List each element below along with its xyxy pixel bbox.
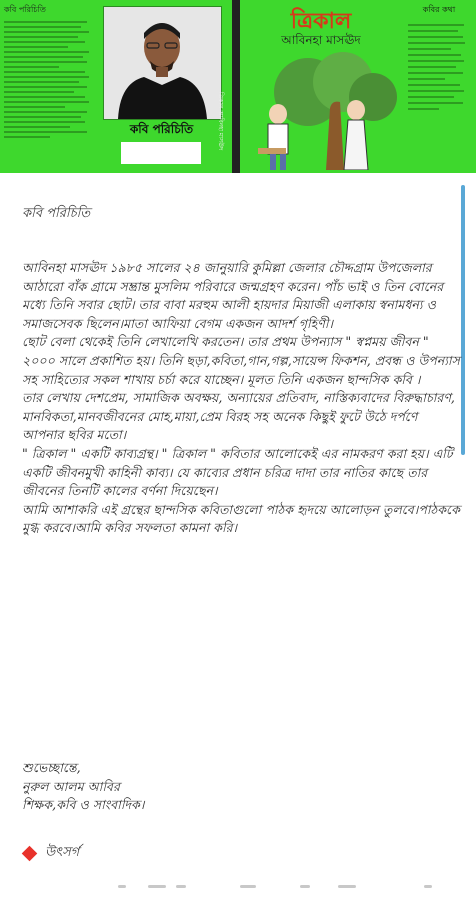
dedication-label: উৎসর্গ (45, 845, 80, 860)
inner-flap-title: কবির কথা (422, 5, 456, 14)
cover-illustration (248, 52, 398, 170)
dedication-link[interactable] (22, 843, 79, 864)
spine-text: ত্রিকাল আবিনহা মাসঊদ (217, 92, 224, 151)
paragraph: তার লেখায় দেশপ্রেম, সামাজিক অবক্ষয়, অন্যায়ের প্রতিবাদ, নাস্তিক্যবাদের বিরুদ্ধাচারণ, মানবিকতা,মানবজীবনের মোহ,মায়া,প্রেম বিরহ সহ অনেক কিছুই ফুটে উঠে দর্পণে আপনার ছবির মতো। (22, 390, 455, 443)
back-cover-title: কবি পরিচিতি (4, 5, 46, 14)
paragraph: " ত্রিকাল " একটি কাব্যগ্রন্থ। " ত্রিকাল " কবিতার আলোকেই এর নামকরণ করা হয়। এটি একটি জীবনমুখী কাহিনী কাব্য। যে কাব্যের প্রধান চরিত্র দাদা তার নাতির কাছে তার জীবনের তিনটি কালের বর্ণনা দিয়েছেন। (22, 445, 453, 499)
paragraph: আবিনহা মাসঊদ ১৯৮৫ সালের ২৪ জানুয়ারি কুমিল্লা জেলার চৌদ্দগ্রাম উপজেলার আঠারো বাঁক গ্রামে সম্ভ্রান্ত মুসলিম পরিবারে জন্মগ্রহণ করেন। পাঁচ ভাই ও তিন বোনের মধ্যে তিনি সবার ছোট। তার বাবা মরহুম আলী হায়দার মিয়াজী এলাকায় স্বনামধন্য ও সমাজসেবক ছিলেন।মাতা আফিয়া বেগম একজন আদর্শ গৃহিণী। (22, 260, 444, 331)
signoff-title: শিক্ষক,কবি ও সাংবাদিক। (22, 797, 145, 813)
signoff-name: নুরুল আলম আবির (22, 778, 120, 794)
back-cover (0, 0, 232, 173)
inner-flap (402, 0, 476, 173)
inner-flap-text-lines (408, 20, 470, 114)
article-body (22, 259, 460, 538)
author-intro-label: কবি পরিচিতি (129, 122, 194, 136)
book-author: আবিনহা মাসঊদ (281, 33, 361, 47)
signoff (22, 759, 452, 815)
scroll-indicator (0, 885, 476, 889)
book-title: ত্রিকাল (290, 9, 352, 34)
barcode-area (121, 142, 201, 164)
book-cover-image (0, 0, 476, 173)
article-content (0, 173, 476, 900)
book-spine (232, 0, 240, 173)
front-cover (240, 0, 402, 173)
author-portrait (103, 6, 222, 120)
section-title: কবি পরিচিতি (22, 206, 91, 221)
paragraph: আমি আশাকরি এই গ্রন্থের ছান্দসিক কবিতাগুলো পাঠক হৃদয়ে আলোড়ন তুলবে।পাঠককে মুগ্ধ করবে।আমি কবির সফলতা কামনা করি। (22, 501, 460, 536)
back-cover-text (4, 4, 96, 169)
signoff-greeting: শুভেচ্ছান্তে, (22, 760, 81, 775)
scrollbar[interactable] (461, 185, 465, 455)
back-cover-text-lines (4, 21, 96, 138)
paragraph: ছোট বেলা থেকেই তিনি লেখালেখি করতেন। তার প্রথম উপন্যাস " স্বপ্নময় জীবন " ২০০০ সালে প্রকাশিত হয়। তিনি ছড়া,কবিতা,গান,গল্প,সায়েন্স ফিকশন, প্রবন্ধ ও উপন্যাস সহ সাহিত্যের সকল শাখায় চর্চা করে যাচ্ছেন। মূলত তিনি একজন ছান্দসিক কবি । (22, 334, 460, 387)
red-diamond-icon (22, 846, 38, 862)
